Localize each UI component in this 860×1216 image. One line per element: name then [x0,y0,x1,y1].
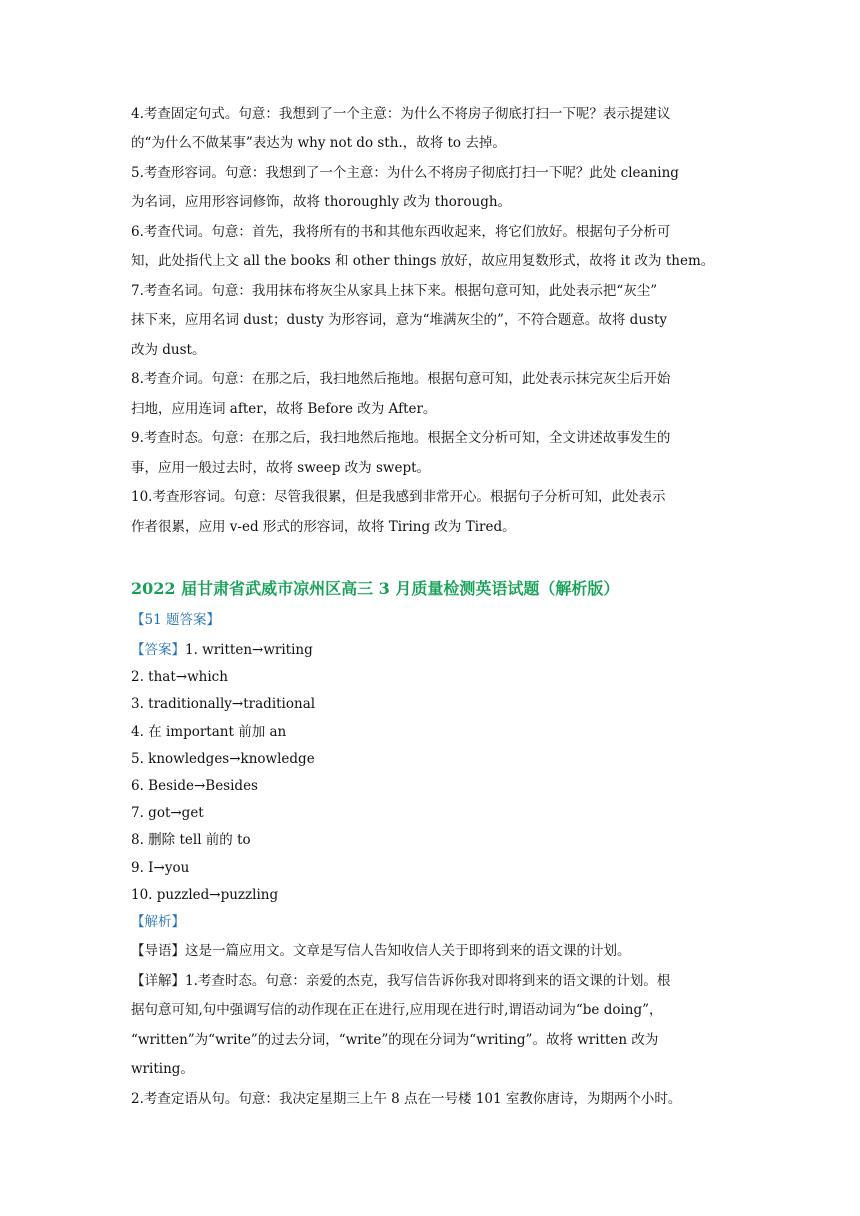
guide-text: 【导语】这是一篇应用文。文章是写信人告知收信人关于即将到来的语文课的计划。 [131,943,631,959]
question-label: 【51 题答案】 [131,612,220,628]
item-9-line-1: 9.考查时态。句意：在那之后，我扫地然后拖地。根据全文分析可知，全文讲述故事发生的 [131,430,671,446]
item-7-line-3: 改为 dust。 [131,342,206,358]
answer-8: 8. 删除 tell 前的 to [131,832,251,848]
section-title: 2022 届甘肃省武威市凉州区高三 3 月质量检测英语试题（解析版） [131,579,620,598]
answer-2: 2. that→which [131,669,228,685]
item-6-line-1: 6.考查代词。句意：首先，我将所有的书和其他东西收起来，将它们放好。根据句子分析可 [131,224,671,240]
answer-5: 5. knowledges→knowledge [131,751,315,767]
item-2-detail: 2.考查定语从句。句意：我决定星期三上午 8 点在一号楼 101 室教你唐诗，为期两个小时。 [131,1091,682,1107]
item-4-line-1: 4.考查固定句式。句意：我想到了一个主意：为什么不将房子彻底打扫一下呢？表示提建议 [131,106,671,122]
answer-1-text: 1. written→writing [185,642,313,658]
answer-3: 3. traditionally→traditional [131,696,316,712]
item-9-line-2: 事，应用一般过去时，故将 sweep 改为 swept。 [131,460,431,476]
detail-line-1: 【详解】1.考查时态。句意：亲爱的杰克，我写信告诉你我对即将到来的语文课的计划。根 [131,973,671,989]
item-4-line-2: 的“为什么不做某事”表达为 why not do sth.，故将 to 去掉。 [131,135,506,151]
item-8-line-2: 扫地，应用连词 after，故将 Before 改为 After。 [131,401,437,417]
item-10-line-2: 作者很累，应用 v-ed 形式的形容词，故将 Tiring 改为 Tired。 [131,519,516,535]
item-5-line-1: 5.考查形容词。句意：我想到了一个主意：为什么不将房子彻底打扫一下呢？此处 cleaning [131,165,679,181]
item-7-line-2: 抹下来，应用名词 dust；dusty 为形容词，意为“堆满灰尘的”，不符合题意。故将 dusty [131,312,667,328]
item-8-line-1: 8.考查介词。句意：在那之后，我扫地然后拖地。根据句意可知，此处表示抹完灰尘后开始 [131,371,671,387]
answer-6: 6. Beside→Besides [131,778,258,794]
answer-1 [131,637,313,663]
answer-4: 4. 在 important 前加 an [131,724,287,740]
answer-9: 9. I→you [131,860,190,876]
detail-line-2: 据句意可知,句中强调写信的动作现在正在进行,应用现在进行时,谓语动词为“be doing”， [131,1002,663,1018]
item-10-line-1: 10.考查形容词。句意：尽管我很累，但是我感到非常开心。根据句子分析可知，此处表示 [131,489,666,505]
analysis-label: 【解析】 [131,914,185,930]
detail-line-4: writing。 [131,1061,194,1077]
item-5-line-2: 为名词，应用形容词修饰，故将 thoroughly 改为 thorough。 [131,194,512,210]
item-6-line-2: 知，此处指代上文 all the books 和 other things 放好，故应用复数形式，故将 it 改为 them。 [131,253,715,269]
answer-label: 【答案】 [131,642,185,658]
answer-7: 7. got→get [131,805,204,821]
item-7-line-1: 7.考查名词。句意：我用抹布将灰尘从家具上抹下来。根据句意可知，此处表示把“灰尘” [131,283,658,299]
answer-10: 10. puzzled→puzzling [131,887,279,903]
detail-line-3: “written”为“write”的过去分词，“write”的现在分词为“writing”。故将 written 改为 [131,1032,659,1048]
